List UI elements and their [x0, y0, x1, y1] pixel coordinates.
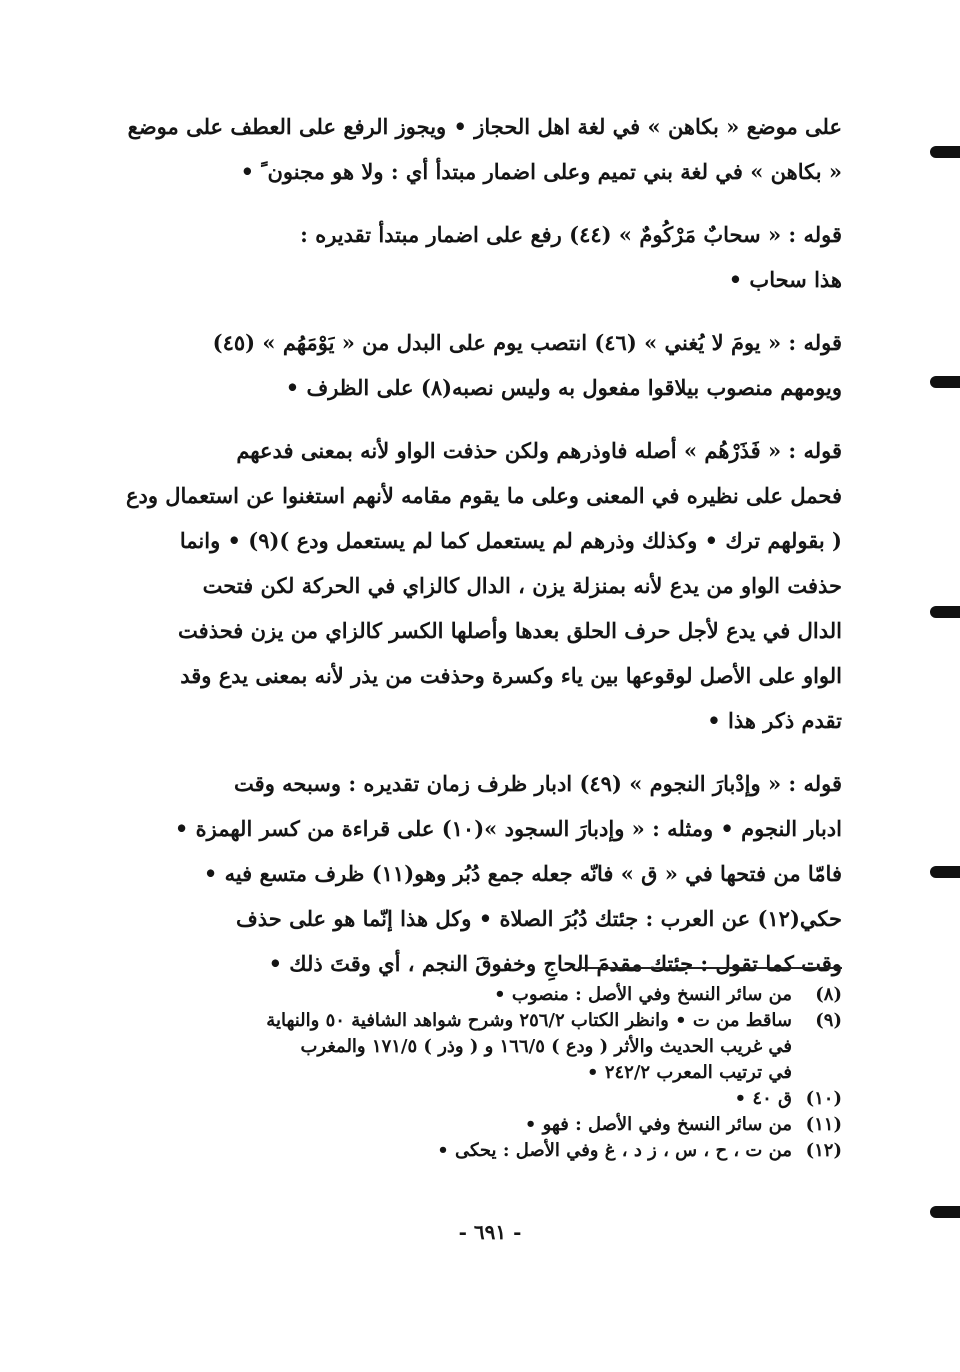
footnote-text: من سائر النسخ وفي الأصل : فهو •: [524, 1114, 792, 1135]
binding-mark: [930, 606, 960, 618]
text-line: على موضع « بكاهن » في لغة اهل الحجاز • ويجوز الرفع على العطف على موضع: [127, 114, 842, 139]
text-line: ويومهم منصوب بيلاقوا مفعول به وليس نصبه(٨) على الظرف •: [285, 375, 842, 400]
footnote-number: (٩): [815, 1010, 842, 1031]
binding-mark: [930, 146, 960, 158]
footnote: [120, 1138, 842, 1164]
footnote-divider: [578, 967, 842, 969]
text-line: حذفت الواو من يدع لأنه بمنزلة يزن ، الدال كالزاي في الحركة لكن فتحت: [202, 573, 842, 598]
text-line: الدال في يدع لأجل حرف الحلق بعدها وأصلها الكسر كالزاي من يزن فحذفت: [178, 618, 842, 643]
paragraph: [120, 428, 842, 743]
footnote-text: ق ٤٠ •: [734, 1088, 792, 1109]
text-line: ( بقولهم ترك • وكذلك وذرهم لم يستعمل كما لم يستعمل ودع )(٩) • وانما: [179, 528, 842, 553]
text-line: ادبار النجوم • ومثله : « وإدبارَ السجود »(١٠) على قراءة من كسر الهمزة •: [174, 816, 842, 841]
text-line: قوله : « فَذَرْهُم » أصله فاوذرهم ولكن حذفت الواو لأنه بمعنى فدعهم: [236, 438, 842, 463]
page-number: - ٦٩١ -: [458, 1220, 522, 1244]
text-line: قوله : « يومَ لا يُغني » (٤٦) انتصب يوم على البدل من « يَوْمَهُم » (٤٥): [212, 330, 842, 355]
binding-mark: [930, 376, 960, 388]
footnote-text: في غريب الحديث والأثر ( ودع ) ١٦٦/٥ و ( وذر ) ١٧١/٥ والمغرب: [300, 1036, 792, 1057]
text-line: فامّا من فتحها في « ق » فانّه جعله جمع دُبُر وهو(١١) ظرف متسع فيه •: [203, 861, 842, 886]
footnote-number: (١٢): [805, 1140, 842, 1161]
footnote-text: من ت ، ح ، س ، ز د ، غ وفي الأصل : يحكى •: [437, 1140, 792, 1161]
footnote: [120, 982, 842, 1008]
paragraph: [120, 104, 842, 194]
paragraph: [120, 761, 842, 986]
footnote-text: ساقط من ت • وانظر الكتاب ٢٥٦/٢ وشرح شواهد الشافية ٥٠ والنهاية: [266, 1010, 792, 1031]
footnotes: [120, 982, 842, 1164]
footnote-text: في ترتيب المعرب ٢٤٢/٢ •: [587, 1062, 792, 1083]
text-line: الواو على الأصل لوقوعها بين ياء وكسرة وحذفت من يذر لأنه بمعنى يدع وقد: [180, 663, 842, 688]
footnote-number: (٨): [815, 984, 842, 1005]
text-line: هذا سحاب •: [728, 267, 842, 292]
paragraph: [120, 320, 842, 410]
paragraph: [120, 212, 842, 302]
footnote-text: من سائر النسخ وفي الأصل : منصوب •: [494, 984, 792, 1005]
footnote: [120, 1086, 842, 1112]
text-line: قوله : « وإدْبارَ النجوم » (٤٩) ادبار ظرف زمان تقديره : وسبحه وقت: [234, 771, 842, 796]
text-line: « بكاهن » في لغة بني تميم وعلى اضمار مبتدأ أي : ولا هو مجنون ً •: [240, 159, 842, 184]
text-line: فحمل على نظيره في المعنى وعلى ما يقوم مقامه لأنهم استغنوا عن استعمال ودع: [125, 483, 842, 508]
footnote: [120, 1008, 842, 1086]
binding-mark: [930, 866, 960, 878]
footnote: [120, 1112, 842, 1138]
main-text: [120, 104, 842, 1004]
text-line: وقت كما تقول : جئتك مقدمَ الحاجِ وخفوقَ النجم ، أي وقتَ ذلك •: [268, 951, 842, 976]
footnote-number: (١١): [805, 1114, 842, 1135]
binding-mark: [930, 1206, 960, 1218]
footnote-number: (١٠): [805, 1088, 842, 1109]
text-line: تقدم ذكر هذا •: [707, 708, 842, 733]
text-line: حكي(١٢) عن العرب : جئتك دُبُرَ الصلاة • وكل هذا إنّما هو على حذف: [236, 906, 842, 931]
text-line: قوله : « سحابٌ مَرْكُومٌ » (٤٤) رفع على اضمار مبتدأ تقديره :: [300, 222, 842, 247]
